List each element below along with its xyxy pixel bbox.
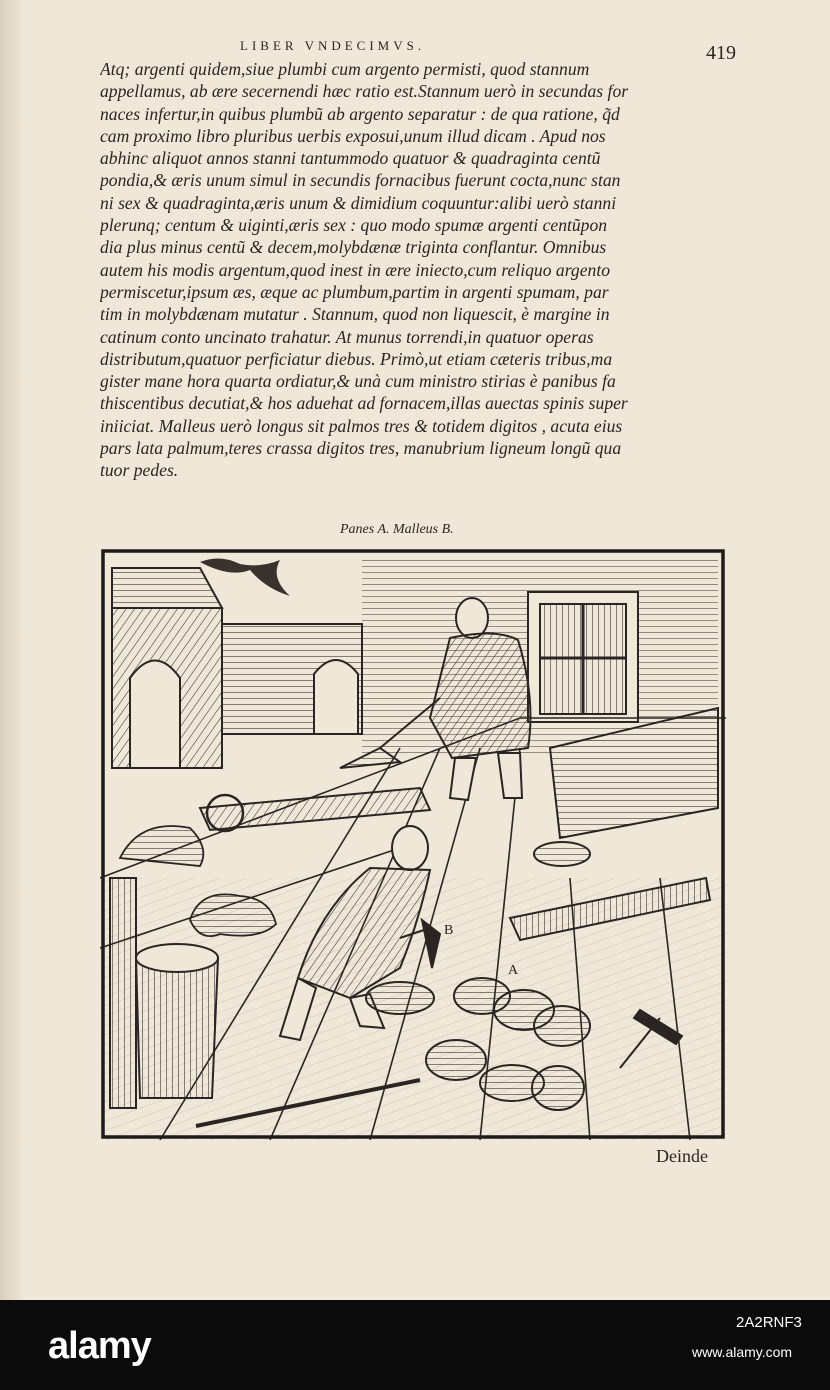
site-url: www.alamy.com (692, 1344, 793, 1360)
alamy-logo: alamy (48, 1325, 151, 1367)
image-id: 2A2RNF3 (736, 1314, 802, 1331)
figure-caption: Panes A. Malleus B. (340, 522, 454, 537)
text-line: catinum conto uncinato trahatur. At munus torrendi,in quatuor operas (100, 326, 594, 347)
text-line: autem his modis argentum,quod inest in ære iniecto,cum reliquo argento (100, 259, 611, 280)
text-line: thiscentibus decutiat,& hos aduehat ad fornacem,illas auectas spinis super (100, 393, 628, 414)
woodcut-illustration (100, 548, 726, 1140)
text-line: dia plus minus centũ & decem,molybdænæ triginta conflantur. Omnibus (100, 237, 607, 258)
text-line: appellamus, ab ære secernendi hæc ratio est.Stannum uerò in secundas for (100, 81, 629, 102)
text-line: pars lata palmum,teres crassa digitos tres, manubrium ligneum longũ qua (100, 438, 622, 459)
text-line: naces infertur,in quibus plumbũ ab argento separatur : de qua ratione, q̃d (100, 103, 620, 124)
text-line: plerunq; centum & uiginti,æris sex : quo modo spumæ argenti centũpon (100, 215, 608, 236)
page-gutter-shadow (0, 0, 26, 1300)
text-line: tim in molybdænam mutatur . Stannum, quod non liquescit, è margine in (100, 304, 610, 325)
body-text (100, 58, 738, 482)
catchword: Deinde (656, 1146, 708, 1166)
text-line: permiscetur,ipsum æs, æque ac plumbum,partim in argenti spumam, par (100, 281, 609, 302)
text-line: ni sex & quadraginta,æris unum & dimidium coquuntur:alibi uerò stanni (100, 192, 617, 213)
figure-label-b: B (444, 923, 454, 938)
watermark-footer (0, 1300, 830, 1390)
text-line: gister mane hora quarta ordiatur,& unà cum ministro stirias è panibus fa (100, 371, 616, 392)
text-line: cam proximo libro pluribus uerbis exposui,unum illud dicam . Apud nos (100, 125, 606, 146)
running-head: LIBER VNDECIMVS. (240, 38, 426, 53)
figure-label-a: A (508, 963, 519, 978)
text-line: Atq; argenti quidem,siue plumbi cum argento permisti, quod stannum (100, 59, 590, 79)
text-line: pondia,& æris unum simul in secundis fornacibus fuerunt cocta,nunc stan (100, 170, 621, 191)
text-line: tuor pedes. (100, 460, 179, 481)
text-line: iniiciat. Malleus uerò longus sit palmos tres & totidem digitos , acuta eius (100, 415, 623, 436)
text-line: distributum,quatuor perficiatur diebus. Primò,ut etiam cæteris tribus,ma (100, 348, 613, 369)
text-line: abhinc aliquot annos stanni tantummodo quatuor & quadraginta centũ (100, 148, 601, 169)
page-number: 419 (706, 42, 736, 64)
